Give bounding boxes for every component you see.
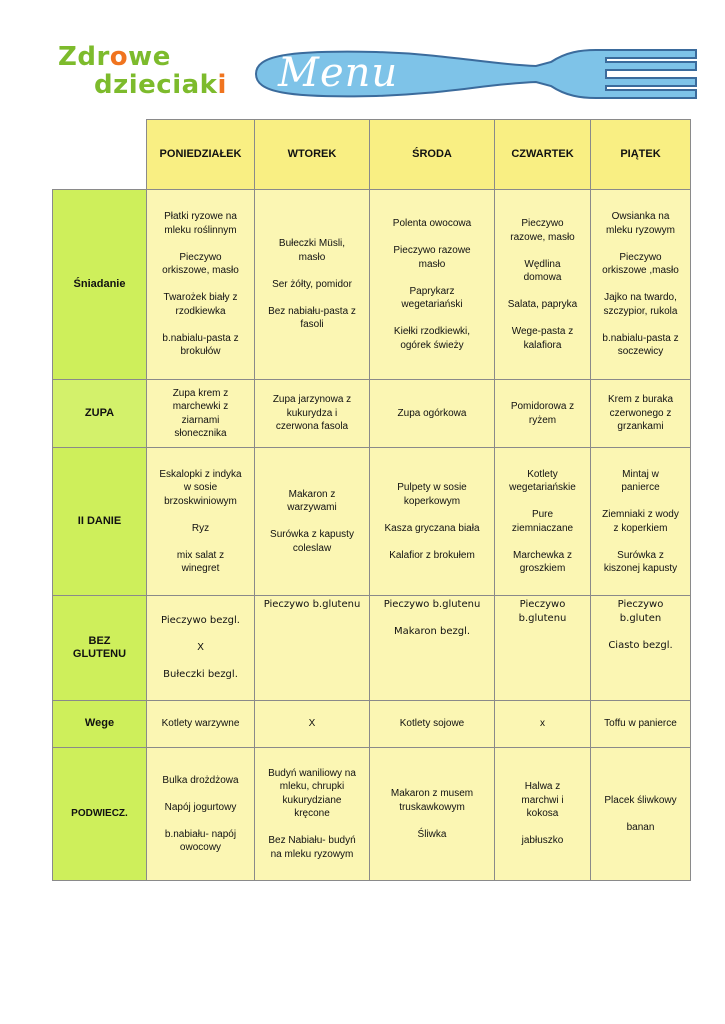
- meal-label: ZUPA: [53, 380, 147, 448]
- menu-cell: Bulka drożdżowa Napój jogurtowy b.nabiału- napój owocowy: [147, 748, 255, 881]
- menu-cell: Halwa z marchwi i kokosa jabłuszko: [495, 748, 591, 881]
- menu-cell: Pulpety w sosie koperkowym Kasza gryczana biała Kalafior z brokułem: [370, 448, 495, 596]
- menu-cell: Kotlety sojowe: [370, 701, 495, 748]
- menu-cell: Zupa jarzynowa z kukurydza i czerwona fasola: [255, 380, 370, 448]
- menu-cell: Polenta owocowa Pieczywo razowe masło Paprykarz wegetariański Kiełki rzodkiewki, ogórek świeży: [370, 190, 495, 380]
- logo-text-accent: i: [217, 70, 227, 100]
- corner-cell: [53, 120, 147, 190]
- menu-cell: Mintaj w panierce Ziemniaki z wody z koperkiem Surówka z kiszonej kapusty: [591, 448, 691, 596]
- logo-line-1: [58, 42, 171, 72]
- table-row: [53, 380, 691, 448]
- menu-cell: Pieczywo b.glutenu: [255, 596, 370, 701]
- menu-cell: Budyń waniliowy na mleku, chrupki kukurydziane kręcone Bez Nabiału- budyń na mleku ryzowym: [255, 748, 370, 881]
- meal-label: Śniadanie: [53, 190, 147, 380]
- logo-text: dzieciak: [94, 70, 218, 100]
- table-row: [53, 190, 691, 380]
- table-header-row: [53, 120, 691, 190]
- menu-cell: Toffu w panierce: [591, 701, 691, 748]
- table-row: [53, 748, 691, 881]
- menu-cell: Pieczywo razowe, masło Wędlina domowa Salata, papryka Wege-pasta z kalafiora: [495, 190, 591, 380]
- day-header: ŚRODA: [370, 120, 495, 190]
- menu-cell: Pieczywo b.glutenu Makaron bezgl.: [370, 596, 495, 701]
- menu-cell: Makaron z warzywami Surówka z kapusty coleslaw: [255, 448, 370, 596]
- menu-cell: Pomidorowa z ryżem: [495, 380, 591, 448]
- meal-label: Wege: [53, 701, 147, 748]
- menu-cell: Placek śliwkowy banan: [591, 748, 691, 881]
- menu-cell: Pieczywo b.glutenu: [495, 596, 591, 701]
- day-header: WTOREK: [255, 120, 370, 190]
- menu-cell: Owsianka na mleku ryzowym Pieczywo orkiszowe ,masło Jajko na twardo, szczypior, rukola b.nabialu-pasta z soczewicy: [591, 190, 691, 380]
- menu-cell: Bułeczki Müsli, masło Ser żółty, pomidor Bez nabiału-pasta z fasoli: [255, 190, 370, 380]
- meal-label: PODWIECZ.: [53, 748, 147, 881]
- menu-cell: Pieczywo bezgl. X Bułeczki bezgl.: [147, 596, 255, 701]
- menu-cell: Krem z buraka czerwonego z grzankami: [591, 380, 691, 448]
- menu-cell: X: [255, 701, 370, 748]
- menu-cell: x: [495, 701, 591, 748]
- menu-cell: Płatki ryzowe na mleku roślinnym Pieczywo orkiszowe, masło Twarożek biały z rzodkiewka b.nabialu-pasta z brokułów: [147, 190, 255, 380]
- menu-cell: Zupa krem z marchewki z ziarnami słonecznika: [147, 380, 255, 448]
- meal-label: II DANIE: [53, 448, 147, 596]
- day-header: PIĄTEK: [591, 120, 691, 190]
- menu-cell: Eskalopki z indyka w sosie brzoskwiniowym Ryz mix salat z winegret: [147, 448, 255, 596]
- page-title: Menu: [278, 50, 399, 96]
- logo-text: we: [128, 42, 171, 72]
- logo-text-accent: o: [109, 42, 129, 72]
- logo: [58, 42, 227, 102]
- menu-cell: Zupa ogórkowa: [370, 380, 495, 448]
- menu-cell: Kotlety warzywne: [147, 701, 255, 748]
- menu-cell: Makaron z musem truskawkowym Śliwka: [370, 748, 495, 881]
- logo-line-2: [94, 70, 227, 100]
- table-row: [53, 701, 691, 748]
- menu-table: [52, 119, 691, 881]
- menu-cell: Pieczywo b.gluten Ciasto bezgl.: [591, 596, 691, 701]
- logo-text: Zdr: [58, 42, 110, 72]
- menu-cell: Kotlety wegetariańskie Pure ziemniaczane Marchewka z groszkiem: [495, 448, 591, 596]
- table-row: [53, 596, 691, 701]
- day-header: CZWARTEK: [495, 120, 591, 190]
- day-header: PONIEDZIAŁEK: [147, 120, 255, 190]
- meal-label: BEZ GLUTENU: [53, 596, 147, 701]
- table-row: [53, 448, 691, 596]
